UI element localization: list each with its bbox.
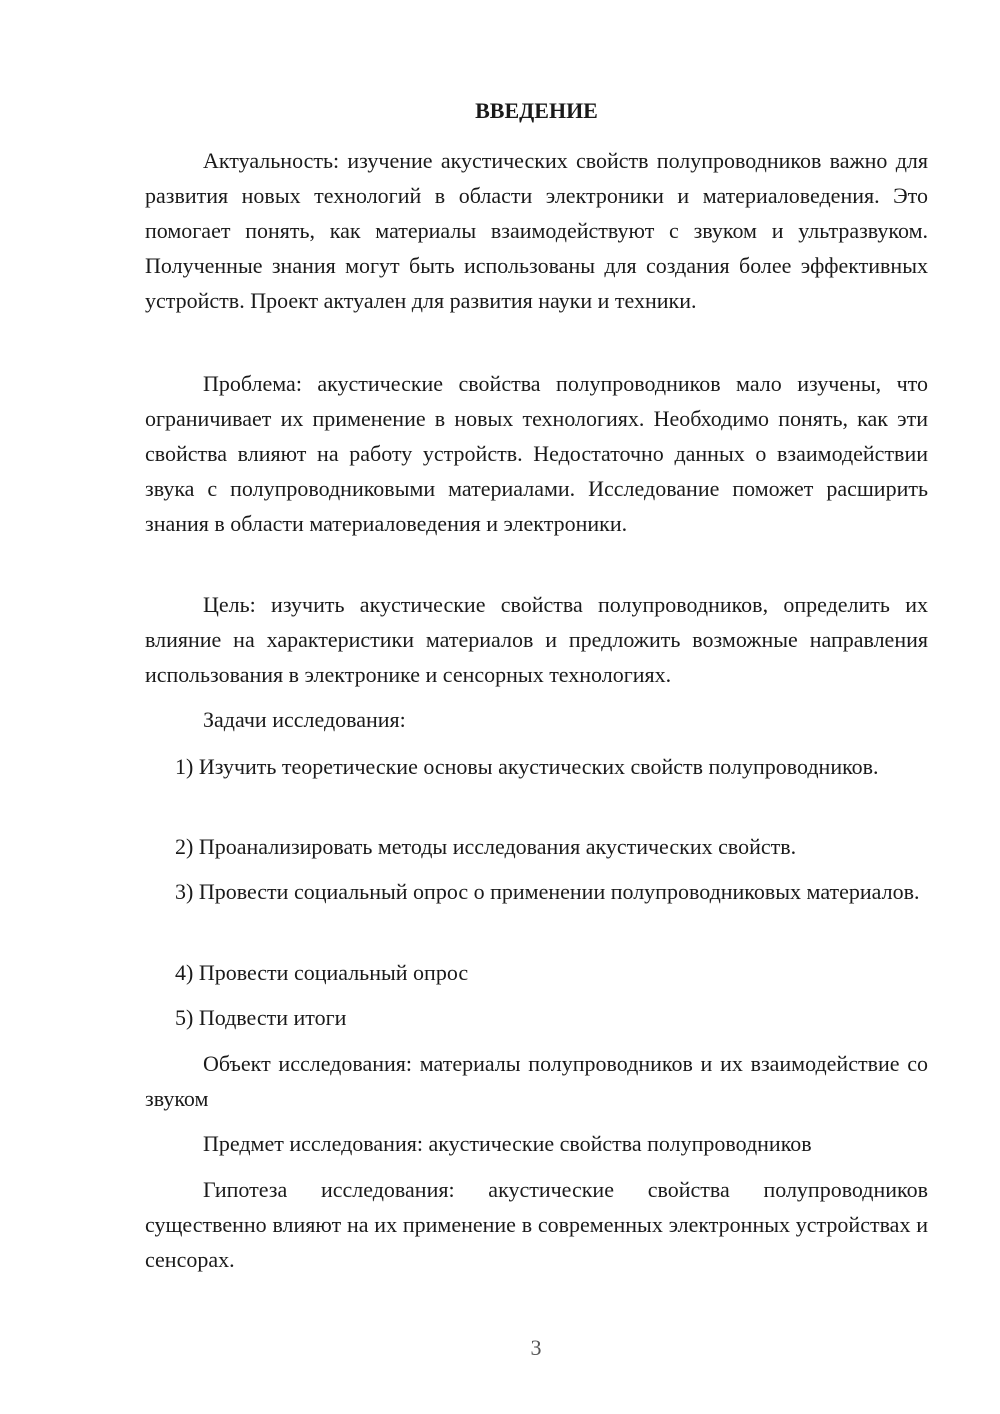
task-item-1: 1) Изучить теоретические основы акустических свойств полупроводников. xyxy=(175,754,879,779)
paragraph-object: Объект исследования: материалы полупроводников и их взаимодействие со звуком xyxy=(145,1051,928,1111)
paragraph-goal: Цель: изучить акустические свойства полупроводников, определить их влияние на характеристики материалов и предложить возможные направления использования в электронике и сенсорных технологиях. xyxy=(145,592,928,687)
paragraph-subject: Предмет исследования: акустические свойства полупроводников xyxy=(203,1131,812,1156)
page-title: ВВЕДЕНИЕ xyxy=(475,98,598,123)
task-item-2: 2) Проанализировать методы исследования акустических свойств. xyxy=(175,834,797,859)
task-item-4: 4) Провести социальный опрос xyxy=(175,960,469,985)
task-item-3: 3) Провести социальный опрос о применении полупроводниковых материалов. xyxy=(175,879,920,904)
paragraph-hypothesis: Гипотеза исследования: акустические свойства полупроводников существенно влияют на их применение в современных электронных устройствах и сенсорах. xyxy=(145,1177,928,1272)
page-number: 3 xyxy=(530,1335,542,1360)
tasks-heading: Задачи исследования: xyxy=(203,707,406,732)
task-item-5: 5) Подвести итоги xyxy=(175,1005,347,1030)
paragraph-relevance: Актуальность: изучение акустических свойств полупроводников важно для развития новых технологий в области электроники и материаловедения. Это помогает понять, как материалы взаимодействуют с звуком и ультразвуком. Полученные знания могут быть использованы для создания более эффективных устройств. Проект актуален для развития науки и техники. xyxy=(145,148,928,313)
paragraph-problem: Проблема: акустические свойства полупроводников мало изучены, что ограничивает их применение в новых технологиях. Необходимо понять, как эти свойства влияют на работу устройств. Недостаточно данных о взаимодействии звука с полупроводниковыми материалами. Исследование поможет расширить знания в области материаловедения и электроники. xyxy=(145,371,928,536)
